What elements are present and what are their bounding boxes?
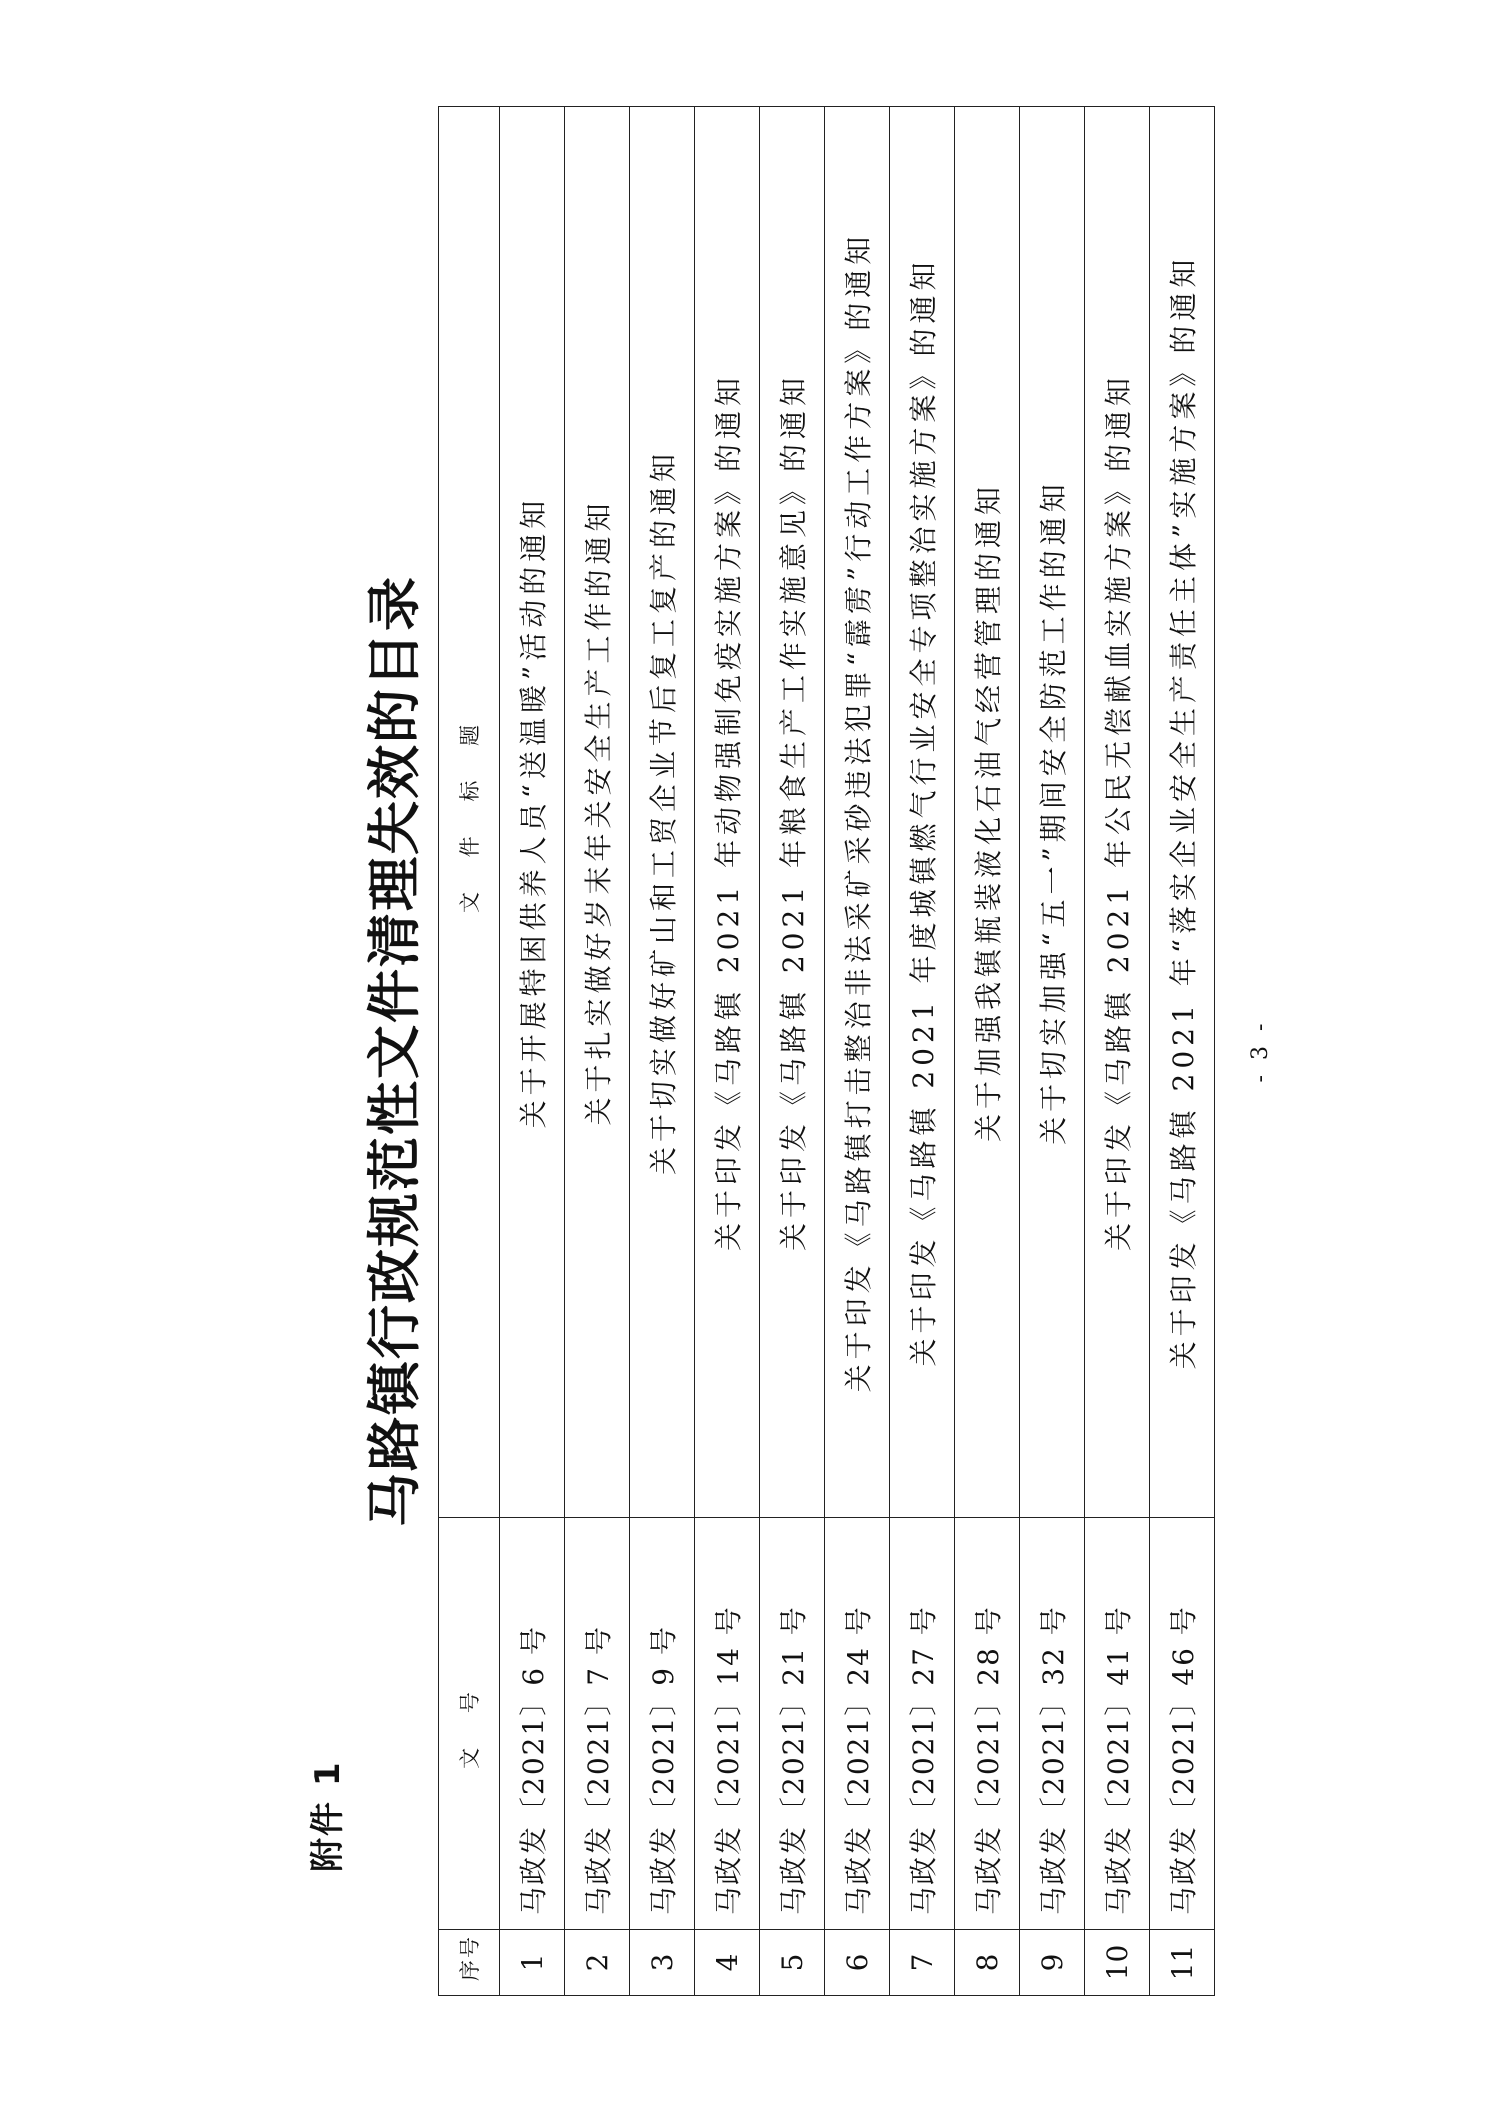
row-doc-title: 关于印发《马路镇 2021 年公民无偿献血实施方案》的通知 bbox=[1085, 107, 1150, 1518]
row-doc-title: 关于切实做好矿山和工贸企业节后复工复产的通知 bbox=[630, 107, 695, 1518]
row-doc-number: 马政发〔2021〕46 号 bbox=[1150, 1518, 1215, 1930]
header-doc-title: 文 件 标 题 bbox=[439, 107, 500, 1518]
row-doc-number: 马政发〔2021〕24 号 bbox=[825, 1518, 890, 1930]
row-seq: 7 bbox=[890, 1930, 955, 1996]
row-doc-title: 关于印发《马路镇 2021 年粮食生产工作实施意见》的通知 bbox=[760, 107, 825, 1518]
row-doc-title: 关于扎实做好岁末年关安全生产工作的通知 bbox=[565, 107, 630, 1518]
row-doc-title: 关于印发《马路镇打击整治非法采矿采砂违法犯罪“霹雳”行动工作方案》的通知 bbox=[825, 107, 890, 1518]
table-row bbox=[760, 107, 825, 1996]
row-doc-number: 马政发〔2021〕27 号 bbox=[890, 1518, 955, 1930]
table-row bbox=[1085, 107, 1150, 1996]
row-doc-number: 马政发〔2021〕41 号 bbox=[1085, 1518, 1150, 1930]
catalog-table bbox=[438, 106, 1215, 1996]
header-seq: 序号 bbox=[439, 1930, 500, 1996]
table-header-row bbox=[439, 107, 500, 1996]
row-seq: 4 bbox=[695, 1930, 760, 1996]
table-row bbox=[1020, 107, 1085, 1996]
row-doc-title: 关于加强我镇瓶装液化石油气经营管理的通知 bbox=[955, 107, 1020, 1518]
row-seq: 9 bbox=[1020, 1930, 1085, 1996]
table-row bbox=[565, 107, 630, 1996]
row-doc-number: 马政发〔2021〕7 号 bbox=[565, 1518, 630, 1930]
header-doc-number: 文 号 bbox=[439, 1518, 500, 1930]
catalog-table-wrapper bbox=[438, 106, 1215, 1996]
row-doc-title: 关于印发《马路镇 2021 年“落实企业安全生产责任主体”实施方案》的通知 bbox=[1150, 107, 1215, 1518]
row-seq: 8 bbox=[955, 1930, 1020, 1996]
table-row bbox=[695, 107, 760, 1996]
row-doc-title: 关于切实加强“五一”期间安全防范工作的通知 bbox=[1020, 107, 1085, 1518]
row-doc-number: 马政发〔2021〕28 号 bbox=[955, 1518, 1020, 1930]
document-title: 马路镇行政规范性文件清理失效的目录 bbox=[362, 575, 426, 1527]
row-doc-title: 关于印发《马路镇 2021 年动物强制免疫实施方案》的通知 bbox=[695, 107, 760, 1518]
table-row bbox=[630, 107, 695, 1996]
row-seq: 3 bbox=[630, 1930, 695, 1996]
table-row bbox=[890, 107, 955, 1996]
page-number: - 3 - bbox=[1248, 1019, 1273, 1083]
table-row bbox=[1150, 107, 1215, 1996]
table-row bbox=[500, 107, 565, 1996]
row-doc-number: 马政发〔2021〕32 号 bbox=[1020, 1518, 1085, 1930]
row-doc-title: 关于印发《马路镇 2021 年度城镇燃气行业安全专项整治实施方案》的通知 bbox=[890, 107, 955, 1518]
row-seq: 6 bbox=[825, 1930, 890, 1996]
row-doc-number: 马政发〔2021〕21 号 bbox=[760, 1518, 825, 1930]
catalog-table-body bbox=[500, 107, 1215, 1996]
table-row bbox=[825, 107, 890, 1996]
row-doc-number: 马政发〔2021〕14 号 bbox=[695, 1518, 760, 1930]
row-seq: 5 bbox=[760, 1930, 825, 1996]
row-doc-number: 马政发〔2021〕6 号 bbox=[500, 1518, 565, 1930]
annex-label: 附件 1 bbox=[308, 1760, 348, 1872]
row-seq: 10 bbox=[1085, 1930, 1150, 1996]
row-seq: 11 bbox=[1150, 1930, 1215, 1996]
row-seq: 2 bbox=[565, 1930, 630, 1996]
row-doc-number: 马政发〔2021〕9 号 bbox=[630, 1518, 695, 1930]
row-seq: 1 bbox=[500, 1930, 565, 1996]
row-doc-title: 关于开展特困供养人员“送温暖”活动的通知 bbox=[500, 107, 565, 1518]
table-row bbox=[955, 107, 1020, 1996]
